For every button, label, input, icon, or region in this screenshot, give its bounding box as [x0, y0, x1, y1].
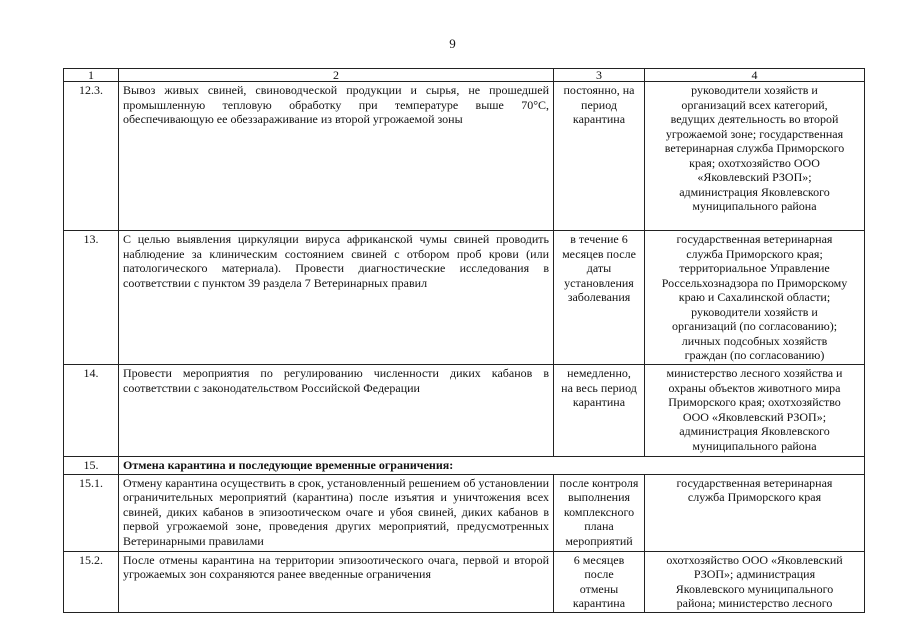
responsible-line: ветеринарная служба Приморского [664, 141, 845, 155]
responsible-line: РЗОП»; администрация [693, 567, 816, 581]
responsible-line: администрация Яковлевского [679, 424, 830, 438]
responsible-line: края; охотхозяйство ООО [689, 155, 820, 170]
action-text: С целью выявления циркуляции вируса африканской чумы свиней проводить наблюдение за клиническим состоянием свиней с отбором проб крови (или патологического материала). Провести диагностические исследования в соответствии с пунктом 39 раздела 7 Ветеринарных правил [119, 231, 554, 365]
responsible-line: граждан (по согласованию) [684, 348, 825, 362]
table-row [64, 82, 865, 231]
action-text: Отмену карантина осуществить в срок, установленный решением об установлении ограничительных мероприятий (карантина) после изъятия и уничтожения всех свиней, диких кабанов в эпизоотическом очаге и убоя свиней, диких кабанов в первой угрожаемой зоне, проведения других мероприятий, предусмотренных Ветеринарными правилами [119, 474, 554, 551]
term-line: карантина [572, 395, 626, 409]
responsible-line: Россельхознадзора по Приморскому [661, 275, 848, 290]
term-cell [554, 474, 645, 551]
table-row [64, 365, 865, 457]
responsible-cell [645, 474, 865, 551]
term-line: период [581, 97, 617, 112]
header-col-4: 4 [645, 69, 865, 82]
responsible-line: организаций всех категорий, [681, 97, 828, 112]
action-text: Вывоз живых свиней, свиноводческой продукции и сырья, не прошедшей промышленную тепловую обработку при температуре выше 70°С, обеспечивающую ее обеззараживание из второй угрожаемой зоны [119, 82, 554, 231]
row-number: 13. [64, 231, 119, 365]
responsible-line: угрожаемой зоне; государственная [665, 126, 844, 141]
responsible-cell [645, 231, 865, 365]
term-line: даты [586, 261, 612, 275]
responsible-line: служба Приморского края; [686, 246, 823, 261]
responsible-line: муниципального района [692, 438, 817, 453]
responsible-line: территориальное Управление [679, 261, 830, 275]
term-line: мероприятий [565, 533, 633, 548]
responsible-line: министерство лесного хозяйства и [666, 366, 843, 380]
table-row [64, 551, 865, 612]
term-line: в течение 6 [570, 232, 628, 246]
responsible-line: Приморского края; охотхозяйство [668, 395, 841, 409]
responsible-line: государственная ветеринарная [676, 475, 833, 490]
table-row [64, 231, 865, 365]
responsible-cell [645, 551, 865, 612]
header-col-1: 1 [64, 69, 119, 82]
term-line: установления [564, 275, 634, 290]
responsible-line: личных подсобных хозяйств [681, 333, 828, 348]
responsible-line: организаций (по согласованию); [671, 319, 838, 333]
responsible-line: руководители хозяйств и [691, 83, 818, 97]
responsible-line: администрация Яковлевского [679, 184, 830, 199]
term-line: 6 месяцев после [573, 552, 625, 581]
responsible-line: ведущих деятельность во второй [670, 112, 839, 126]
page-number: 9 [449, 36, 456, 51]
row-number: 14. [64, 365, 119, 457]
term-cell [554, 551, 645, 612]
responsible-line: охотхозяйство ООО «Яковлевский [666, 552, 843, 567]
measures-table [63, 68, 865, 613]
term-line: месяцев после [562, 246, 636, 261]
row-number: 12.3. [64, 82, 119, 231]
responsible-cell [645, 365, 865, 457]
term-line: комплексного [563, 504, 635, 519]
term-cell [554, 231, 645, 365]
table-header-row [64, 69, 865, 82]
table-row [64, 474, 865, 551]
term-line: выполнения [567, 490, 631, 504]
section-row [64, 457, 865, 475]
header-col-3: 3 [554, 69, 645, 82]
term-line: на весь период [561, 380, 637, 395]
row-number: 15.1. [64, 474, 119, 551]
responsible-line: муниципального района [692, 199, 817, 213]
responsible-line: «Яковлевский РЗОП»; [697, 170, 812, 184]
responsible-line: краю и Сахалинской области; [678, 290, 831, 304]
term-line: плана [584, 519, 614, 533]
responsible-line: служба Приморского края [687, 490, 822, 504]
term-line: после контроля [559, 475, 639, 490]
row-number: 15. [64, 457, 119, 475]
header-col-2: 2 [119, 69, 554, 82]
term-line: карантина [572, 112, 626, 126]
term-line: постоянно, на [563, 83, 635, 97]
row-number: 15.2. [64, 551, 119, 612]
term-line: заболевания [567, 290, 631, 304]
responsible-line: района; министерство лесного [676, 596, 833, 610]
responsible-line: ООО «Яковлевский РЗОП»; [682, 409, 827, 424]
term-line: отмены [579, 581, 619, 596]
responsible-cell [645, 82, 865, 231]
responsible-line: государственная ветеринарная [676, 232, 833, 246]
responsible-line: руководители хозяйств и [691, 304, 818, 319]
term-line: немедленно, [567, 366, 631, 380]
responsible-line: Яковлевского муниципального [675, 581, 834, 596]
section-title: Отмена карантина и последующие временные ограничения: [119, 457, 865, 475]
responsible-line: охраны объектов животного мира [668, 380, 841, 395]
term-line: карантина [572, 596, 626, 610]
action-text: После отмены карантина на территории эпизоотического очага, первой и второй угрожаемых зон сохраняются ранее введенные ограничения [119, 551, 554, 612]
action-text: Провести мероприятия по регулированию численности диких кабанов в соответствии с законодательством Российской Федерации [119, 365, 554, 457]
term-cell [554, 365, 645, 457]
term-cell [554, 82, 645, 231]
